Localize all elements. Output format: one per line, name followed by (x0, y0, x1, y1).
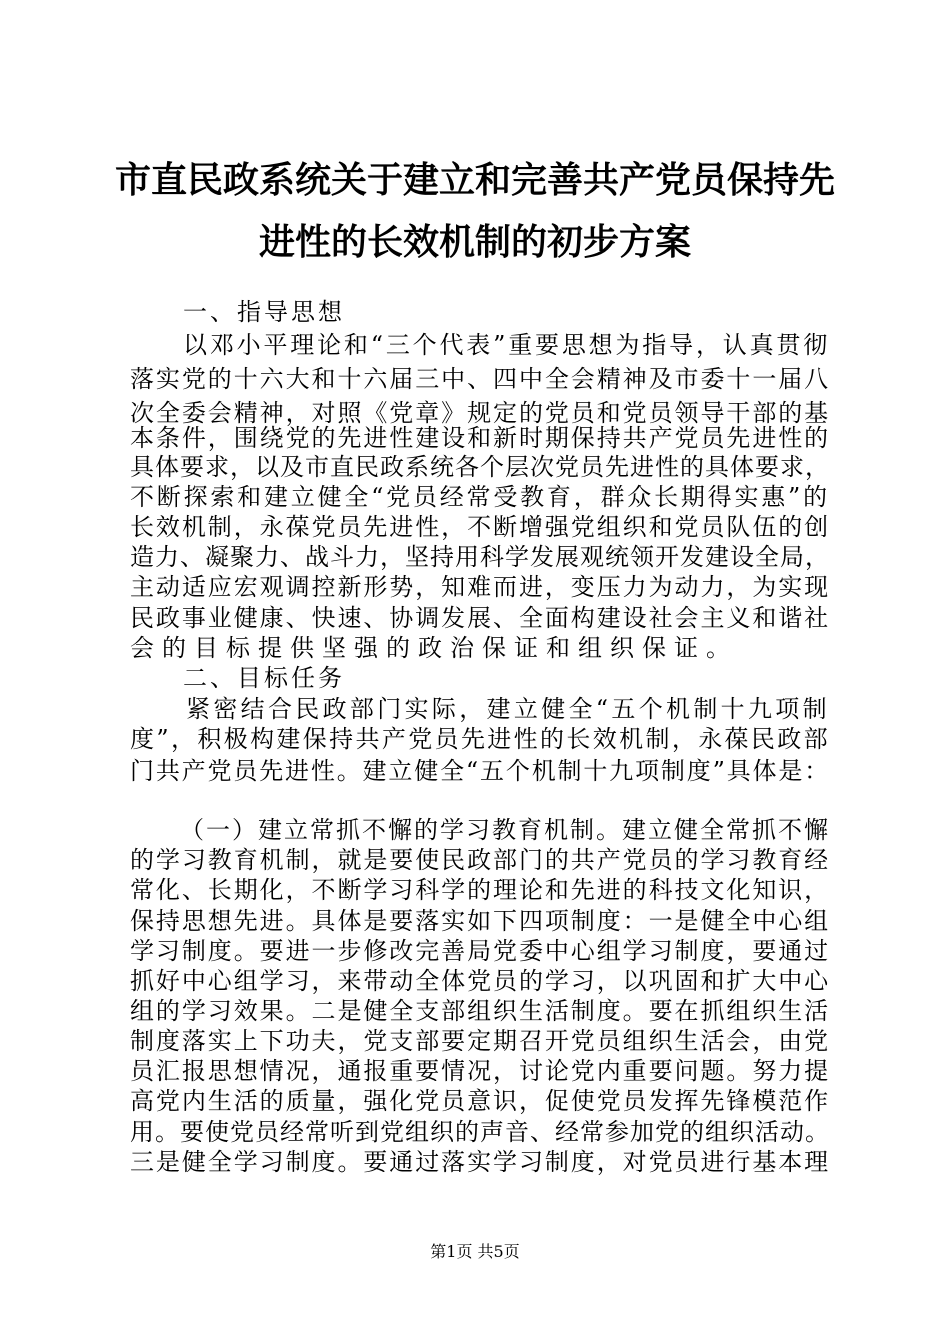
section-heading-guiding-ideology: 一、指导思想 (183, 298, 345, 326)
paragraph-line: 度”，积极构建保持共产党员先进性的长效机制，永葆民政部 (130, 725, 830, 753)
paragraph-line: （一）建立常抓不懈的学习教育机制。建立健全常抓不懈 (180, 816, 830, 844)
section-heading-goals: 二、目标任务 (183, 664, 345, 692)
paragraph-line: 高党内生活的质量，强化党员意识，促使党员发挥先锋模范作 (130, 1087, 831, 1115)
paragraph-line: 造力、凝聚力、战斗力，坚持用科学发展观统领开发建设全局， (130, 543, 830, 571)
paragraph-line: 不断探索和建立健全“党员经常受教育，群众长期得实惠”的 (130, 483, 830, 511)
document-title-line-1: 市直民政系统关于建立和完善共产党员保持先 (114, 160, 835, 201)
paragraph-line: 紧密结合民政部门实际，建立健全“五个机制十九项制 (186, 695, 830, 723)
page-number-footer: 第1页 共5页 (430, 1242, 520, 1261)
paragraph-line: 本条件，围绕党的先进性建设和新时期保持共产党员先进性的 (130, 424, 831, 452)
paragraph-line: 以邓小平理论和“三个代表”重要思想为指导，认真贯彻 (183, 331, 831, 359)
paragraph-line: 主动适应宏观调控新形势，知难而进，变压力为动力，为实现 (130, 573, 831, 601)
paragraph-line: 抓好中心组学习，来带动全体党员的学习，以巩固和扩大中心 (130, 967, 831, 995)
paragraph-line: 门共产党员先进性。建立健全“五个机制十九项制度”具体是： (130, 757, 831, 785)
paragraph-line: 落实党的十六大和十六届三中、四中全会精神及市委十一届八 (130, 365, 831, 393)
paragraph-line: 组的学习效果。二是健全支部组织生活制度。要在抓组织生活 (130, 997, 831, 1025)
paragraph-line: 会的目标提供坚强的政治保证和组织保证。 (130, 634, 738, 662)
document-title-line-2: 进性的长效机制的初步方案 (258, 222, 691, 263)
paragraph-line: 制度落实上下功夫，党支部要定期召开党员组织生活会，由党 (130, 1027, 831, 1055)
paragraph-line: 三是健全学习制度。要通过落实学习制度，对党员进行基本理 (130, 1148, 831, 1176)
paragraph-line: 次全委会精神，对照《党章》规定的党员和党员领导干部的基 (130, 399, 831, 427)
paragraph-line: 用。要使党员经常听到党组织的声音、经常参加党的组织活动。 (130, 1118, 830, 1146)
paragraph-line: 常化、长期化，不断学习科学的理论和先进的科技文化知识， (130, 876, 831, 904)
paragraph-line: 员汇报思想情况，通报重要情况，讨论党内重要问题。努力提 (130, 1057, 831, 1085)
paragraph-line: 学习制度。要进一步修改完善局党委中心组学习制度，要通过 (130, 937, 831, 965)
paragraph-line: 的学习教育机制，就是要使民政部门的共产党员的学习教育经 (130, 846, 831, 874)
paragraph-line: 具体要求，以及市直民政系统各个层次党员先进性的具体要求， (130, 453, 830, 481)
paragraph-line: 保持思想先进。具体是要落实如下四项制度：一是健全中心组 (130, 907, 831, 935)
paragraph-line: 民政事业健康、快速、协调发展、全面构建设社会主义和谐社 (130, 604, 831, 632)
paragraph-line: 长效机制，永葆党员先进性，不断增强党组织和党员队伍的创 (130, 513, 831, 541)
